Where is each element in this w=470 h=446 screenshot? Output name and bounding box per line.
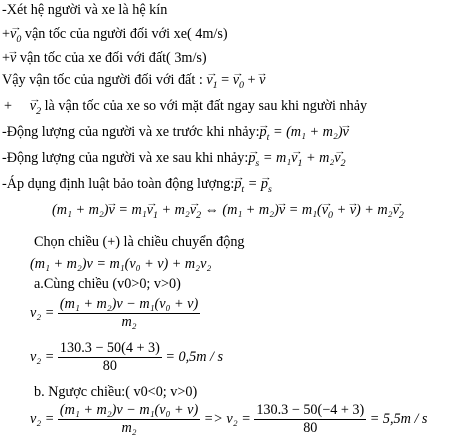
implies-arrow: => v₂ = (200, 410, 255, 427)
plus-mark: + (4, 98, 16, 114)
vector-v: → v (10, 50, 16, 67)
text-v2: là vận tốc của xe so với mặt đất ngay sau khi người nhảy (41, 98, 368, 114)
text-pt: -Động lượng của người và xe trước khi nhảy: (2, 124, 260, 140)
eq-sign: = (244, 176, 261, 192)
vector-pt: → $p_t$ (260, 124, 270, 141)
text-ps: -Động lượng của người và xe sau khi nhảy: (2, 150, 249, 166)
line-direction (34, 234, 245, 251)
eq9-a: (m₁ + m₂) (52, 202, 109, 218)
fraction-v2: $\frac{\text{(m₁ + m₂)v − m₁(v₀ + v)}}{\text{m₂}}$ (59, 296, 199, 330)
iff-sign: ⇔ (201, 202, 223, 218)
eq9-b: = m₁ (114, 202, 147, 218)
line-v2-formula-a (30, 296, 200, 331)
eq9-c: + m₂ (157, 202, 190, 218)
line-v1 (2, 72, 265, 89)
v2-lhs: v₂ = (30, 410, 58, 427)
vector-ps: → $p_s$ (261, 176, 272, 193)
line-v (2, 50, 207, 67)
line-v2 (4, 98, 367, 115)
vector-v2: → $v_2$ (393, 202, 404, 219)
line-pt (2, 124, 349, 141)
line-conservation (2, 176, 272, 193)
text-v: vận tốc của xe đối với đất( 3m/s) (16, 50, 207, 66)
text-case-a: a.Cùng chiều (v0>0; v>0) (34, 276, 181, 292)
vector-v0: → $v_0$ (10, 26, 21, 43)
vector-v1: → $v_1$ (206, 72, 217, 89)
fraction-value-b: $\frac{130.3 - 50(-4 + 3)}{80}$ (256, 402, 365, 436)
text-conservation: -Áp dụng định luật bảo toàn động lượng: (2, 176, 235, 192)
vector-v: → v (343, 124, 349, 141)
v2-lhs: v₂ = (30, 304, 58, 321)
v2-lhs: v₂ = (30, 348, 58, 365)
vector-v: → v (279, 202, 285, 219)
plus-mark: + (2, 26, 11, 42)
vector-v: → v (259, 72, 265, 89)
eq-pt: = (m₁ + m₂) (269, 124, 343, 140)
eq9-e: = m₁( (285, 202, 322, 218)
eq-ps: = m₁ (259, 150, 292, 166)
text-v1: Vậy vận tốc của người đối với đất : (2, 72, 207, 88)
text-v0: vận tốc của người đối với xe( 4m/s) (21, 26, 228, 42)
text-case-b: b. Ngược chiều:( v0<0; v>0) (34, 384, 198, 400)
line-case-b (34, 384, 197, 401)
eq9-d: (m₁ + m₂) (222, 202, 279, 218)
fraction-v2-b: $\frac{\text{(m₁ + m₂)v − m₁(v₀ + v)}}{\text{m₂}}$ (59, 402, 199, 436)
vector-pt: → $p_t$ (234, 176, 244, 193)
line-case-a (34, 276, 181, 293)
line-system (2, 2, 167, 19)
vector-v0: → $v_0$ (322, 202, 333, 219)
vector-v1: → $v_1$ (291, 150, 302, 167)
plus-sign: + (244, 72, 260, 88)
fraction-value-a: $\frac{130.3 - 50(4 + 3)}{80}$ (59, 340, 160, 374)
text-system: -Xét hệ người và xe là hệ kín (2, 2, 168, 18)
text-direction: Chọn chiều (+) là chiều chuyển động (34, 234, 245, 250)
vector-v0: → $v_0$ (233, 72, 244, 89)
eq9-f: ) (356, 202, 361, 218)
line-v2-formula-b (30, 402, 427, 437)
result-a: = 0,5m / s (161, 348, 224, 365)
plus-mark: + (2, 50, 11, 66)
line-v0 (2, 26, 228, 43)
vector-v: → v (350, 202, 356, 219)
vector-v2: → $v_2$ (30, 98, 41, 115)
eq-ps-mid: + m₂ (302, 150, 335, 166)
eq-scalar: (m₁ + m₂)v = m₁(v₀ + v) + m₂v₂ (30, 256, 212, 272)
line-conservation-eq (52, 202, 404, 219)
vector-v2: → $v_2$ (190, 202, 201, 219)
vector-ps: → $p_s$ (248, 150, 259, 167)
eq9-g: + m₂ (360, 202, 393, 218)
line-v2-value-a (30, 340, 223, 375)
result-b: = 5,5m / s (366, 410, 428, 427)
eq-sign: = (217, 72, 233, 88)
plus-sign: + (333, 202, 350, 218)
vector-v2: → $v_2$ (334, 150, 345, 167)
vector-v: → v (108, 202, 114, 219)
vector-v1: → $v_1$ (147, 202, 158, 219)
line-ps (2, 150, 346, 167)
line-scalar-eq (30, 256, 211, 273)
